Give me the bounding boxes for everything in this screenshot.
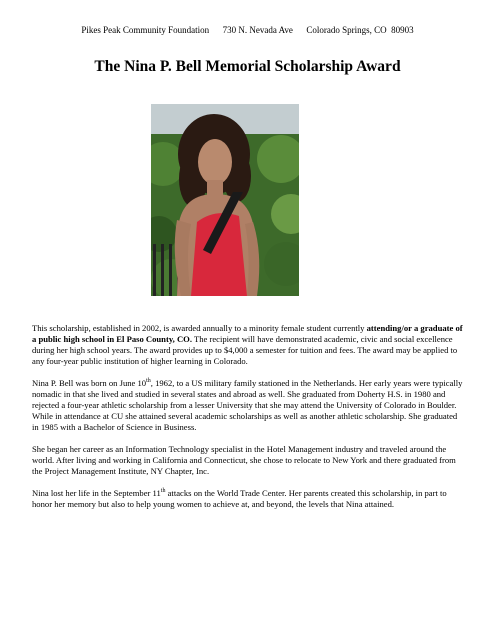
- p4-text-a: Nina lost her life in the September 11: [32, 488, 161, 498]
- p4-text-b: attacks on the World Trade Center. Her parents created this scholarship, in part to honor her memory but also to help young women to achieve at, and beyond, the levels that Nina attained.: [32, 488, 447, 509]
- p1-text-a: This scholarship, established in 2002, is awarded annually to a minority female student currently: [32, 323, 367, 333]
- p1-text-c: The recipient will have demonstrated academic, civic and social excellence during her high school years. The award provides up to $4,000 a semester for tuition and fees. The award may be applied to any four-year public institution of higher learning in Colorado.: [32, 334, 458, 366]
- p2-text-a: Nina P. Bell was born on June 10: [32, 378, 147, 388]
- page-title: The Nina P. Bell Memorial Scholarship Award: [94, 58, 401, 75]
- header-city: Colorado Springs, CO 80903: [306, 25, 414, 35]
- p4-superscript: th: [160, 488, 166, 495]
- paragraph-memorial: [32, 488, 464, 510]
- paragraph-scholarship: [32, 323, 464, 367]
- paragraph-biography: [32, 378, 464, 433]
- p1-text-bold: attending/or a graduate of a public high school in El Paso County, CO.: [32, 323, 463, 344]
- p2-text-b: , 1962, to a US military family stationed in the Netherlands. Her early years were typically nomadic in that she lived and studied in several states and abroad as well. She graduated from Doherty H.S. in 1980 and rejected a four-year athletic scholarship from a lesser University that she may attend the University of Colorado in Boulder. While in attendance at CU she attained several academic scholarships as well as another athletic scholarship. She graduated in 1985 with a Bachelor of Science in Business.: [32, 378, 463, 432]
- paragraph-career: She began her career as an Information Technology specialist in the Hotel Management industry and traveled around the world. After living and working in California and Connecticut, she chose to relocate to New York and there graduated from the Project Management Institute, NY Chapter, Inc.: [32, 444, 456, 476]
- portrait-photo: [151, 104, 299, 296]
- body-text: [32, 323, 464, 521]
- page-header: [0, 25, 495, 35]
- header-address: 730 N. Nevada Ave: [222, 25, 293, 35]
- header-org: Pikes Peak Community Foundation: [81, 25, 210, 35]
- p2-superscript: th: [146, 378, 151, 385]
- portrait-illustration: [151, 104, 299, 296]
